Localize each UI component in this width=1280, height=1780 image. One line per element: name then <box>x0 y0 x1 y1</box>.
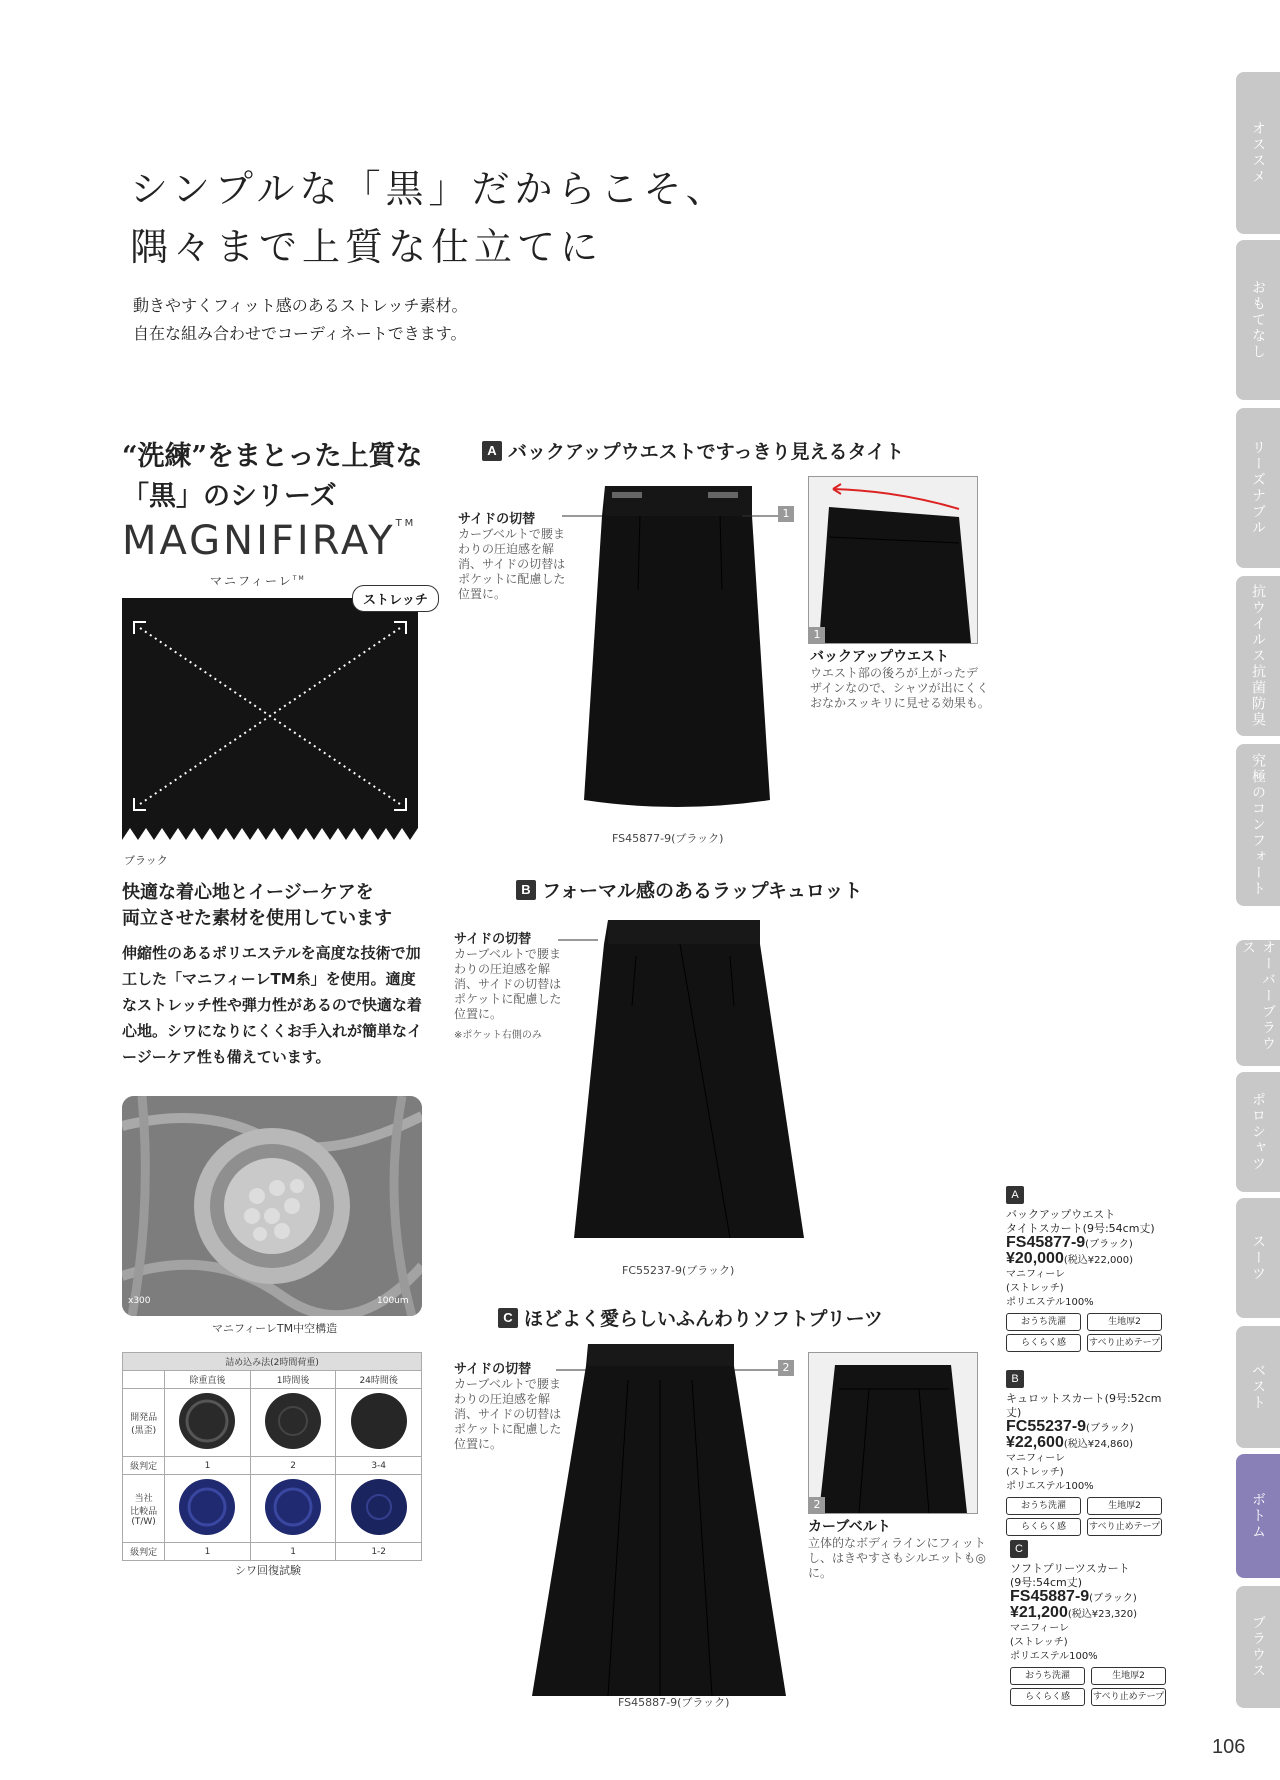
care-tag: すべり止めテープ <box>1087 1518 1162 1536</box>
spec-name-1: ソフトプリーツスカート <box>1010 1562 1130 1575</box>
side-tab-label: 究極のコンフォート <box>1250 753 1266 897</box>
spec-tax: (税込¥22,000) <box>1063 1255 1133 1266</box>
series-title-line-1: “洗練”をまとった上質な <box>122 441 423 472</box>
care-tag: らくらく感 <box>1006 1518 1081 1536</box>
test-caption: シワ回復試験 <box>235 1564 301 1577</box>
section-b-side-note <box>454 932 566 1043</box>
page-headline <box>130 160 729 276</box>
test-col: 1時間後 <box>250 1371 336 1389</box>
fiber-cross-section-image <box>122 1096 422 1316</box>
side-tab-reasonable[interactable] <box>1236 408 1280 568</box>
spec-badge: C <box>1010 1540 1028 1558</box>
comfort-body: 伸縮性のあるポリエステルを高度な技術で加工した「マニフィーレTM糸」を使用。適度なストレッチ性や弾力性があるので快適な着心地。シワになりにくくお手入れが簡単なイージーケア性も備えています。 <box>122 944 423 1066</box>
headline-line-1: シンプルな「黒」だからこそ、 <box>130 167 729 211</box>
side-tab-label: オススメ <box>1250 121 1266 185</box>
test-grade-label: 級判定 <box>123 1457 165 1475</box>
section-badge: C <box>498 1308 518 1328</box>
comfort-heading-line-1: 快適な着心地とイージーケアを <box>122 882 374 903</box>
detail-image-box <box>808 476 978 644</box>
side-tab-comfort[interactable] <box>1236 744 1280 906</box>
spec-price: ¥22,600 <box>1006 1434 1064 1451</box>
section-a-side-note <box>458 512 568 602</box>
section-badge: B <box>516 880 536 900</box>
lead-line-2: 自在な組み合わせでコーディネートできます。 <box>133 324 467 343</box>
care-tag: 生地厚2 <box>1091 1667 1166 1685</box>
spec-tax: (税込¥24,860) <box>1063 1439 1133 1450</box>
detail-image-box <box>808 1352 978 1514</box>
test-grade: 1 <box>165 1457 251 1475</box>
side-tab-overblouse[interactable] <box>1236 940 1280 1066</box>
spec-name-1: バックアップウエスト <box>1006 1208 1116 1221</box>
spec-material-2: (ストレッチ) <box>1006 1467 1064 1478</box>
test-col: 除重直後 <box>165 1371 251 1389</box>
spec-code: FS45887-9 <box>1010 1588 1090 1605</box>
spec-code: FC55237-9 <box>1006 1418 1087 1435</box>
stretch-tag: ストレッチ <box>352 585 439 612</box>
side-note-title: サイドの切替 <box>454 932 532 947</box>
side-note-footnote: ※ポケット右側のみ <box>454 1030 542 1041</box>
callout-number: 2 <box>778 1360 794 1376</box>
spec-block-c <box>1010 1540 1180 1706</box>
swatch-caption: ブラック <box>124 854 168 867</box>
spec-color: (ブラック) <box>1086 1423 1134 1434</box>
spec-material-1: マニフィーレ <box>1006 1453 1065 1464</box>
care-tag: おうち洗濯 <box>1010 1667 1085 1685</box>
detail-number: 1 <box>809 627 825 643</box>
spec-name-2: (9号:54cm丈) <box>1010 1576 1083 1589</box>
skirt-caption: FC55237-9(ブラック) <box>622 1264 735 1277</box>
section-a-heading <box>482 437 904 464</box>
side-note-title: サイドの切替 <box>458 512 536 527</box>
side-tab-label: ベスト <box>1250 1363 1266 1411</box>
spec-block-b <box>1006 1370 1176 1536</box>
brand-name: MAGNIFIRAY <box>122 518 396 564</box>
spec-badge: B <box>1006 1370 1024 1388</box>
detail-body: ウエスト部の後ろが上がったデザインなので、シャツが出にくくおなかスッキリに見せる効果も。 <box>810 666 990 710</box>
page-number: 106 <box>1212 1736 1246 1758</box>
spec-tax: (税込¥23,320) <box>1067 1609 1137 1620</box>
spec-material-3: ポリエステル100% <box>1010 1651 1098 1662</box>
micro-caption: マニフィーレTM中空構造 <box>212 1322 338 1335</box>
spec-badge: A <box>1006 1186 1024 1204</box>
care-tag: 生地厚2 <box>1087 1497 1162 1515</box>
brand-tm: TM <box>395 518 417 529</box>
micro-scale-right: 100um <box>377 1296 409 1306</box>
culotte-skirt-image <box>570 916 810 1246</box>
side-note-title: サイドの切替 <box>454 1362 532 1377</box>
spec-material-1: マニフィーレ <box>1006 1269 1065 1280</box>
detail-number: 2 <box>809 1497 825 1513</box>
swatch-zigzag-edge <box>122 828 418 842</box>
spec-color: (ブラック) <box>1085 1239 1133 1250</box>
spec-color: (ブラック) <box>1089 1593 1137 1604</box>
care-tag: すべり止めテープ <box>1091 1688 1166 1706</box>
headline-line-2: 隅々まで上質な仕立てに <box>130 225 604 269</box>
test-sample-image <box>250 1475 336 1543</box>
lead-line-1: 動きやすくフィット感のあるストレッチ素材。 <box>133 296 468 315</box>
leader-line <box>742 514 778 518</box>
series-title <box>122 437 423 517</box>
spec-price: ¥21,200 <box>1010 1604 1068 1621</box>
spec-price: ¥20,000 <box>1006 1250 1064 1267</box>
tight-skirt-image <box>580 480 775 820</box>
section-badge: A <box>482 441 502 461</box>
wrinkle-test-table <box>122 1352 422 1561</box>
detail-title: バックアップウエスト <box>810 649 950 665</box>
test-title: 詰め込み法(2時間荷重) <box>123 1353 422 1371</box>
side-note-body: カーブベルトで腰まわりの圧迫感を解消、サイドの切替はポケットに配慮した位置に。 <box>454 1377 562 1451</box>
side-tab-label: ボトム <box>1250 1492 1266 1540</box>
leader-line <box>734 1368 778 1372</box>
spec-material-3: ポリエステル100% <box>1006 1481 1094 1492</box>
side-tab-omotenashi[interactable] <box>1236 240 1280 400</box>
brand-kana-text: マニフィーレ <box>210 574 293 588</box>
callout-number: 1 <box>778 506 794 522</box>
detail-title: カーブベルト <box>808 1519 891 1535</box>
spec-material-1: マニフィーレ <box>1010 1623 1069 1634</box>
care-tag: おうち洗濯 <box>1006 1497 1081 1515</box>
series-title-line-2: 「黒」のシリーズ <box>122 481 337 512</box>
side-tab-bottom[interactable] <box>1236 1454 1280 1578</box>
test-sample-image <box>336 1475 422 1543</box>
detail-body: 立体的なボディラインにフィットし、はきやすさもシルエットも◎に。 <box>808 1536 986 1580</box>
test-grade: 1 <box>250 1543 336 1561</box>
test-grade-label: 級判定 <box>123 1543 165 1561</box>
side-tab-recommend[interactable] <box>1236 72 1280 234</box>
side-tab-polo[interactable] <box>1236 1072 1280 1192</box>
pleated-skirt-image <box>528 1340 790 1702</box>
care-tag: らくらく感 <box>1010 1688 1085 1706</box>
detail-text <box>810 646 990 711</box>
section-heading-text: ほどよく愛らしいふんわりソフトプリーツ <box>524 1308 883 1330</box>
brand-kana-tm: TM <box>292 575 306 582</box>
side-tab-label: おもてなし <box>1250 280 1266 360</box>
micro-scale-left: x300 <box>128 1296 151 1306</box>
spec-material-2: (ストレッチ) <box>1006 1283 1064 1294</box>
side-note-body: カーブベルトで腰まわりの圧迫感を解消、サイドの切替はポケットに配慮した位置に。 <box>454 947 562 1021</box>
brand-logo <box>122 518 416 564</box>
care-tag: おうち洗濯 <box>1006 1313 1081 1331</box>
test-grade: 3-4 <box>336 1457 422 1475</box>
stretch-arrows-icon <box>122 598 418 828</box>
side-tab-suit[interactable] <box>1236 1198 1280 1318</box>
spec-code: FS45877-9 <box>1006 1234 1086 1251</box>
side-tab-label: ポロシャツ <box>1250 1092 1266 1172</box>
test-grade: 1 <box>165 1543 251 1561</box>
microscope-image <box>122 1096 422 1316</box>
care-tag: らくらく感 <box>1006 1334 1081 1352</box>
spec-name-2: タイトスカート(9号:54cm丈) <box>1006 1222 1155 1235</box>
side-tab-vest[interactable] <box>1236 1326 1280 1448</box>
test-grade: 2 <box>250 1457 336 1475</box>
section-heading-text: バックアップウエストですっきり見えるタイト <box>508 441 905 463</box>
comfort-heading-line-2: 両立させた素材を使用しています <box>122 908 392 929</box>
curve-belt-detail-image <box>809 1353 977 1513</box>
side-tab-label: スーツ <box>1250 1234 1266 1282</box>
side-tab-label: 抗ウイルス抗菌防臭 <box>1250 584 1266 728</box>
detail-text <box>808 1516 988 1581</box>
side-note-body: カーブベルトで腰まわりの圧迫感を解消、サイドの切替はポケットに配慮した位置に。 <box>458 527 566 601</box>
spec-material-2: (ストレッチ) <box>1010 1637 1068 1648</box>
test-grade: 1-2 <box>336 1543 422 1561</box>
test-sample-image <box>165 1475 251 1543</box>
lead-text <box>133 292 468 348</box>
spec-name-1: キュロットスカート(9号:52cm丈) <box>1006 1392 1162 1419</box>
skirt-caption: FS45877-9(ブラック) <box>612 832 724 845</box>
test-col: 24時間後 <box>336 1371 422 1389</box>
test-sample-image <box>250 1389 336 1457</box>
comfort-heading <box>122 880 392 932</box>
spec-material-3: ポリエステル100% <box>1006 1297 1094 1308</box>
side-tab-antivirus[interactable] <box>1236 576 1280 736</box>
care-tag: 生地厚2 <box>1087 1313 1162 1331</box>
spec-block-a <box>1006 1186 1176 1352</box>
section-heading-text: フォーマル感のあるラップキュロット <box>542 880 863 902</box>
side-tab-label: リーズナブル <box>1250 440 1266 536</box>
test-row-label: 開発品 (黒歪) <box>123 1389 165 1457</box>
test-sample-image <box>336 1389 422 1457</box>
test-corner <box>123 1371 165 1389</box>
skirt-caption: FS45887-9(ブラック) <box>618 1696 730 1709</box>
fabric-swatch <box>122 598 418 828</box>
side-tab-label: ブラウス <box>1250 1615 1266 1679</box>
care-tag: すべり止めテープ <box>1087 1334 1162 1352</box>
side-tab-blouse[interactable] <box>1236 1586 1280 1708</box>
brand-kana <box>210 572 306 589</box>
side-tab-label: オーバーブラウス <box>1240 940 1276 1052</box>
section-b-heading <box>516 876 863 903</box>
back-waist-detail-image <box>809 477 977 643</box>
section-c-heading <box>498 1304 883 1331</box>
test-row-label: 当社 比較品 (T/W) <box>123 1475 165 1543</box>
test-sample-image <box>165 1389 251 1457</box>
